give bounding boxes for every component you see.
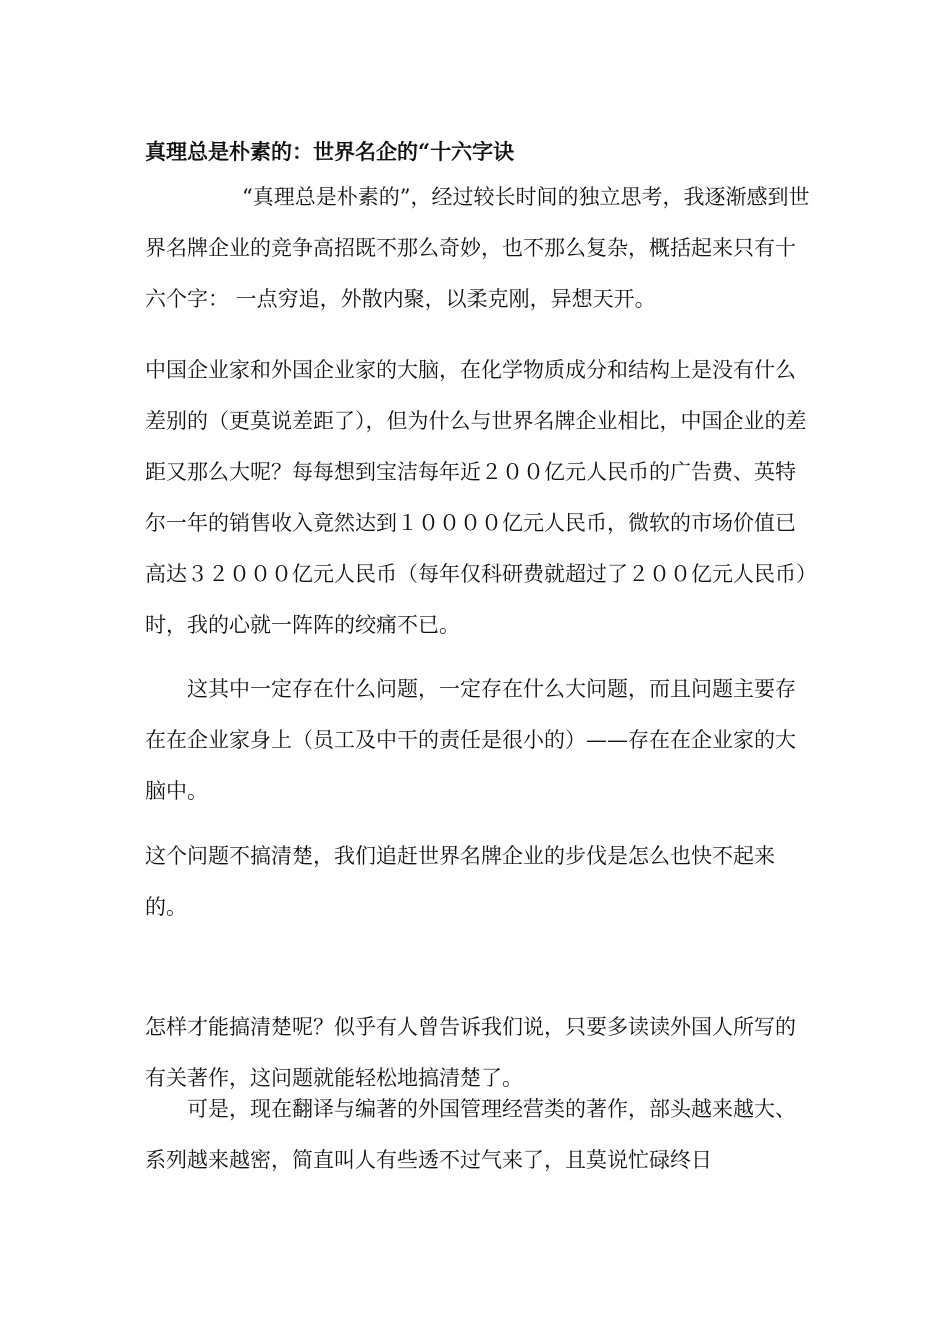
paragraph-1: “真理总是朴素的”，经过较长时间的独立思考，我逐渐感到世界名牌企业的竞争高招既不那么奇妙，也不那么复杂，概括起来只有十六个字： 一点穷追，外散内聚，以柔克刚，异想天开。 bbox=[145, 185, 810, 311]
paragraph-3: 这其中一定存在什么问题，一定存在什么大问题，而且问题主要存在在企业家身上（员工及中干的责任是很小的）——存在在企业家的大脑中。 bbox=[145, 677, 796, 803]
paragraph-4: 这个问题不搞清楚，我们追赶世界名牌企业的步伐是怎么也快不起来的。 bbox=[145, 844, 775, 919]
paragraph-6: 可是，现在翻译与编著的外国管理经营类的著作，部头越来越大、系列越来越密，简直叫人有些透不过气来了，且莫说忙碌终日 bbox=[145, 1097, 796, 1172]
document-title: 真理总是朴素的：世界名企的“十六字诀 bbox=[145, 139, 515, 164]
paragraph-5: 怎样才能搞清楚呢？似乎有人曾告诉我们说，只要多读读外国人所写的有关著作，这问题就能轻松地搞清楚了。 bbox=[145, 1015, 796, 1090]
paragraph-2: 中国企业家和外国企业家的大脑，在化学物质成分和结构上是没有什么差别的（更莫说差距了），但为什么与世界名牌企业相比，中国企业的差距又那么大呢？每每想到宝洁每年近２００亿元人民币的广告费、英特尔一年的销售收入竟然达到１００００亿元人民币，微软的市场价值已高达３２０００亿元人民币（每年仅科研费就超过了２００亿元人民币）时，我的心就一阵阵的绞痛不已。 bbox=[145, 358, 807, 637]
